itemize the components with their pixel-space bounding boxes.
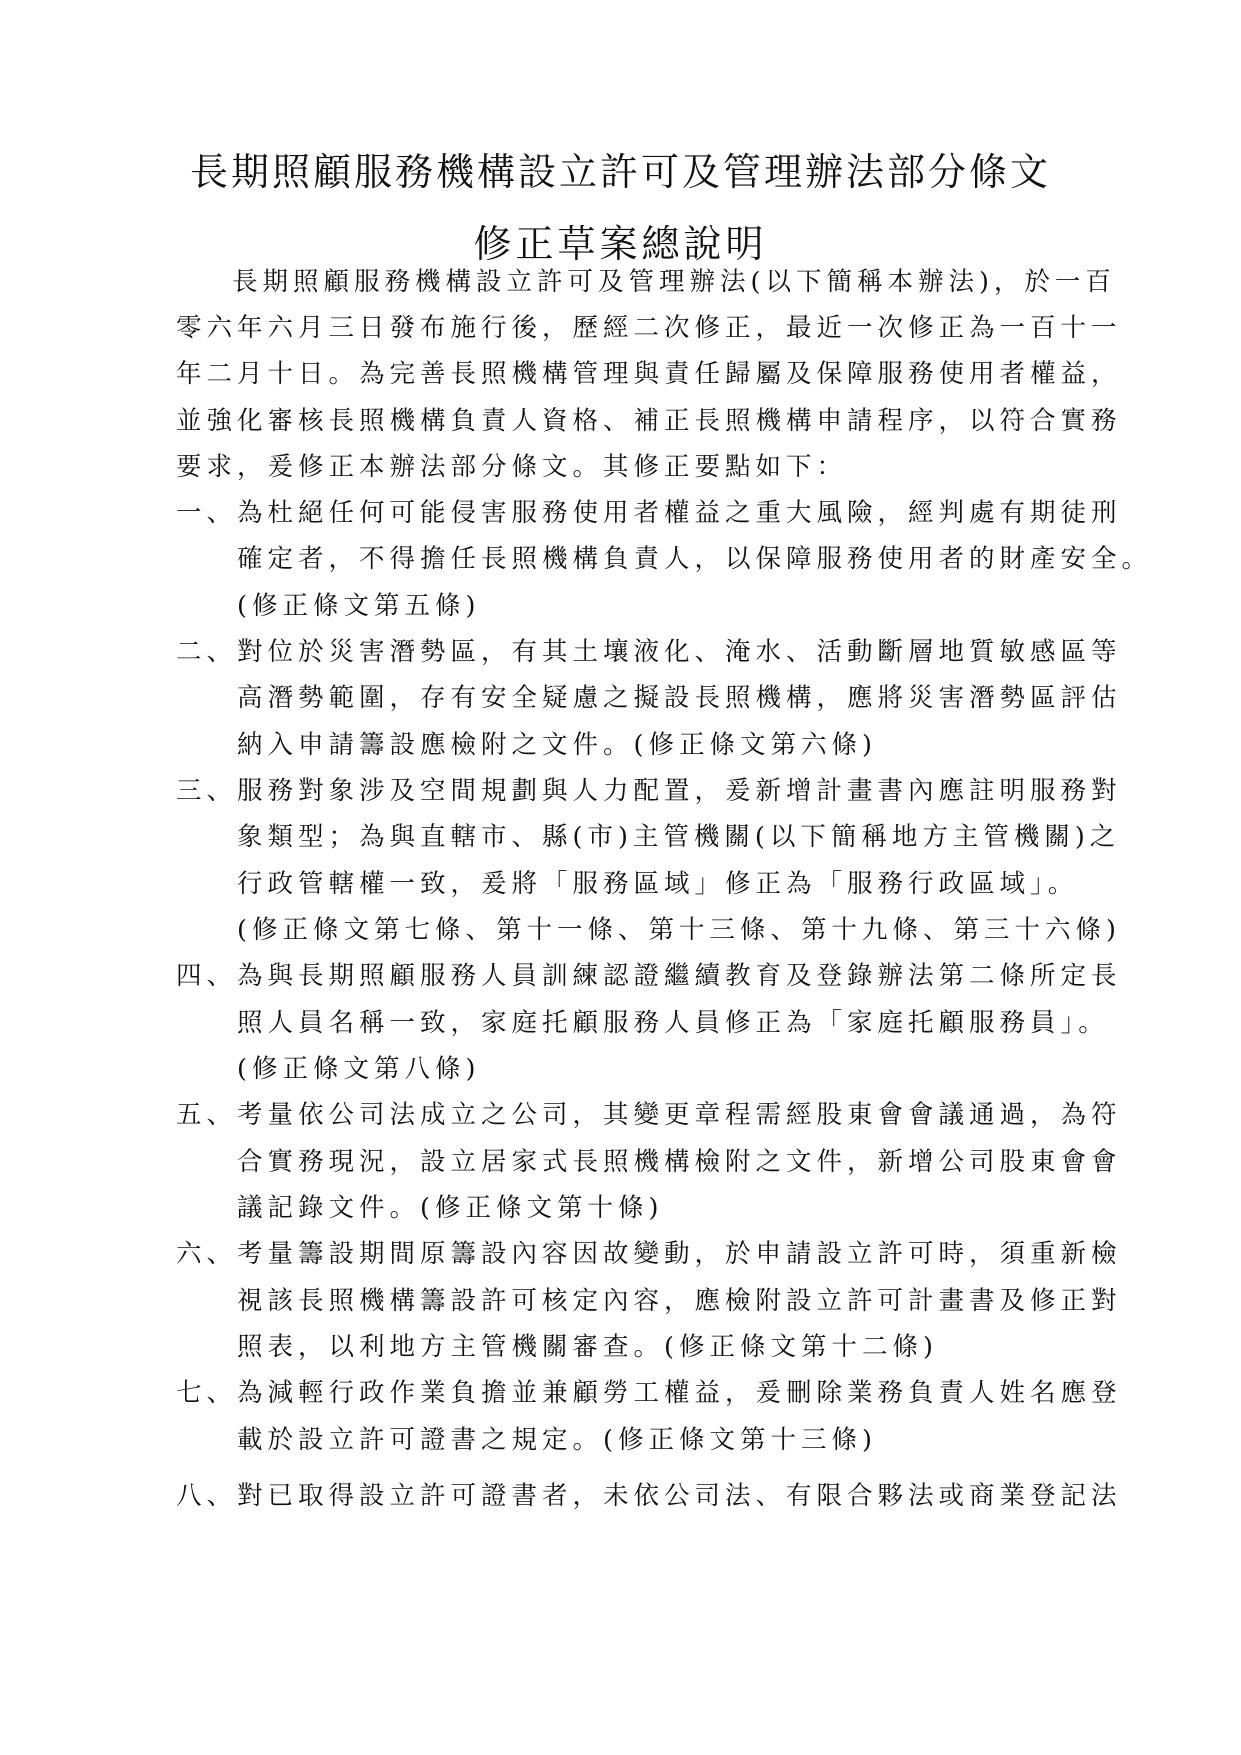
item-line: 議記錄文件。(修正條文第十條) [237,1193,664,1223]
item-line: 為減輕行政作業負擔並兼顧勞工權益，爰刪除業務負責人姓名應登 [237,1378,1122,1408]
intro-line: 零六年六月三日發布施行後，歷經二次修正，最近一次修正為一百十一 [176,313,1122,343]
item-number: 六、 [176,1239,238,1269]
item-number: 八、 [176,1481,238,1511]
intro-line: 長期照顧服務機構設立許可及管理辦法(以下簡稱本辦法)，於一百 [232,267,1116,297]
item-number: 五、 [176,1100,238,1130]
item-line: 納入申請籌設應檢附之文件。(修正條文第六條) [237,730,877,760]
item-number: 四、 [176,961,238,991]
item-line: 象類型；為與直轄市、縣(市)主管機關(以下簡稱地方主管機關)之 [237,822,1121,852]
item-line: 行政管轄權一致，爰將「服務區域」修正為「服務行政區域」。 [237,869,1079,899]
item-line: 視該長照機構籌設許可核定內容，應檢附設立許可計畫書及修正對 [237,1286,1122,1316]
item-line: 為與長期照顧服務人員訓練認證繼續教育及登錄辦法第二條所定長 [237,961,1122,991]
item-line: 照表，以利地方主管機關審查。(修正條文第十二條) [237,1332,938,1362]
item-number: 二、 [176,637,238,667]
item-number: 三、 [176,776,238,806]
item-line: (修正條文第八條) [237,1054,481,1084]
item-line: (修正條文第五條) [237,591,481,621]
item-line: 對已取得設立許可證書者，未依公司法、有限合夥法或商業登記法 [237,1481,1122,1511]
item-line: 考量籌設期間原籌設內容因故變動，於申請設立許可時，須重新檢 [237,1239,1122,1269]
item-line: 考量依公司法成立之公司，其變更章程需經股東會會議通過，為符 [237,1100,1122,1130]
intro-line: 並強化審核長照機構負責人資格、補正長照機構申請程序，以符合實務 [176,406,1122,436]
item-number: 七、 [176,1378,238,1408]
document-title-line-2: 修正草案總說明 [473,222,768,266]
item-line: 服務對象涉及空間規劃與人力配置，爰新增計畫書內應註明服務對 [237,776,1122,806]
intro-line: 年二月十日。為完善長照機構管理與責任歸屬及保障服務使用者權益， [176,359,1122,389]
item-line: (修正條文第七條、第十一條、第十三條、第十九條、第三十六條) [237,915,1121,945]
item-number: 一、 [176,498,238,528]
item-line: 高潛勢範圍，存有安全疑慮之擬設長照機構，應將災害潛勢區評估 [237,683,1122,713]
item-line: 載於設立許可證書之規定。(修正條文第十三條) [237,1425,877,1455]
item-line: 合實務現況，設立居家式長照機構檢附之文件，新增公司股東會會 [237,1147,1122,1177]
item-line: 對位於災害潛勢區，有其土壤液化、淹水、活動斷層地質敏感區等 [237,637,1122,667]
item-line: 為杜絕任何可能侵害服務使用者權益之重大風險，經判處有期徒刑 [237,498,1122,528]
item-line: 照人員名稱一致，家庭托顧服務人員修正為「家庭托顧服務員」。 [237,1008,1109,1038]
intro-line: 要求，爰修正本辦法部分條文。其修正要點如下： [176,452,848,482]
document-title-line-1: 長期照顧服務機構設立許可及管理辦法部分條文 [189,150,1051,194]
item-line: 確定者，不得擔任長照機構負責人，以保障服務使用者的財產安全。 [237,544,1153,574]
